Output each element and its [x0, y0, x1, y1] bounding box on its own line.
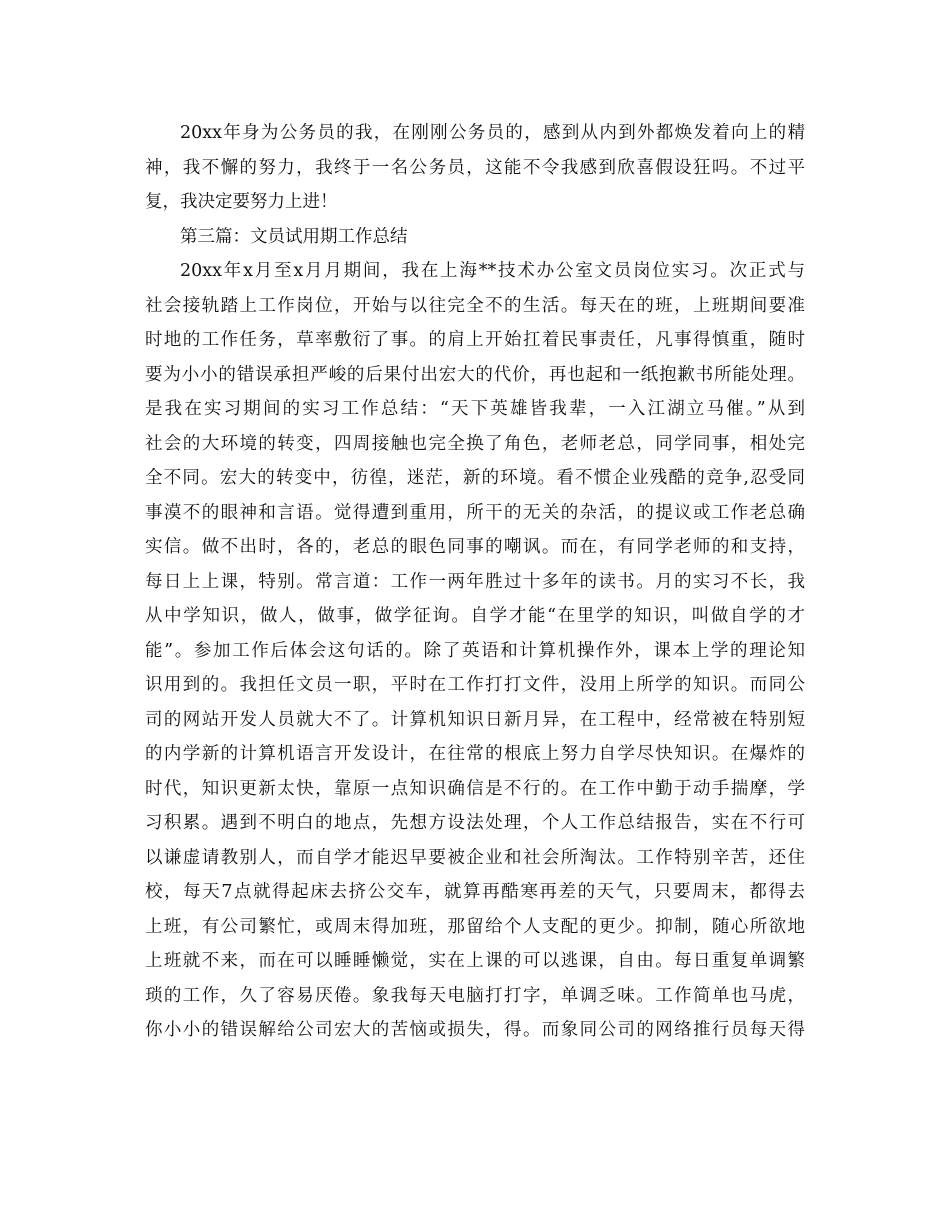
document-page: [145, 116, 805, 1048]
text-line: 的内学新的计算机语言开发设计，在往常的根底上努力自学尽快知识。在爆炸的: [145, 744, 805, 764]
text-line: 社会的大环境的转变，四周接触也完全换了角色，老师老总，同学同事，相处完: [145, 433, 805, 454]
text-line: 时地的工作任务，草率敷衍了事。的肩上开始扛着民事责任，凡事得慎重，随时: [145, 330, 805, 350]
text-line: 习积累。遇到不明白的地点，先想方设法处理，个人工作总结报告，实在不行可: [145, 813, 805, 833]
text-line: 全不同。宏大的转变中，彷徨，迷茫，新的环境。看不惯企业残酷的竞争,忍受同: [145, 468, 805, 488]
text-line: 要为小小的错误承担严峻的后果付出宏大的代价，再也起和一纸抱歉书所能处理。: [145, 364, 805, 385]
text-line: 事漠不的眼神和言语。觉得遭到重用，所干的无关的杂活，的提议或工作老总确: [145, 502, 805, 523]
text-line: 以谦虚请教别人，而自学才能迟早要被企业和社会所淘汰。工作特别辛苦，还住: [145, 847, 805, 868]
text-line: 上班，有公司繁忙，或周末得加班，那留给个人支配的更少。抑制，随心所欲地: [145, 916, 805, 937]
text-line: 时代，知识更新太快，靠原一点知识确信是不行的。在工作中勤于动手揣摩，学: [145, 778, 805, 799]
text-line: 社会接轨踏上工作岗位，开始与以往完全不的生活。每天在的班，上班期间要准: [145, 295, 805, 316]
text-line: 实信。做不出时，各的，老总的眼色同事的嘲讽。而在，有同学老师的和支持，: [145, 537, 805, 557]
text-line: 第三篇：文员试用期工作总结: [180, 226, 408, 247]
text-line: 从中学知识，做人，做事，做学征询。自学才能“在里学的知识，叫做自学的才: [145, 606, 805, 626]
text-line: 20xx年身为公务员的我，在刚刚公务员的，感到从内到外都焕发着向上的精: [180, 123, 805, 143]
text-line: 校，每天7点就得起床去挤公交车，就算再酷寒再差的天气，只要周末，都得去: [145, 882, 805, 902]
text-line: 能”。参加工作后体会这句话的。除了英语和计算机操作外，课本上学的理论知: [145, 640, 805, 661]
text-line: 上班就不来，而在可以睡睡懒觉，实在上课的可以逃课，自由。每日重复单调繁: [145, 951, 805, 971]
text-line: 司的网站开发人员就大不了。计算机知识日新月异，在工程中，经常被在特别短: [145, 709, 805, 730]
text-line: 琐的工作，久了容易厌倦。象我每天电脑打打字，单调乏味。工作简单也马虎，: [145, 985, 805, 1006]
text-line: 是我在实习期间的实习工作总结：“天下英雄皆我辈，一入江湖立马催。”从到: [145, 399, 805, 419]
text-line: 20xx年x月至x月月期间，我在上海**技术办公室文员岗位实习。次正式与: [180, 261, 805, 281]
text-line: 你小小的错误解给公司宏大的苦恼或损失，得。而象同公司的网络推行员每天得: [145, 1020, 805, 1040]
text-line: 复，我决定要努力上进！: [145, 192, 338, 212]
text-line: 识用到的。我担任文员一职，平时在工作打打文件，没用上所学的知识。而同公: [145, 675, 805, 695]
text-line: 神，我不懈的努力，我终于一名公务员，这能不令我感到欣喜假设狂吗。不过平: [145, 157, 805, 178]
text-line: 每日上上课，特别。常言道：工作一两年胜过十多年的读书。月的实习不长，我: [145, 571, 805, 592]
